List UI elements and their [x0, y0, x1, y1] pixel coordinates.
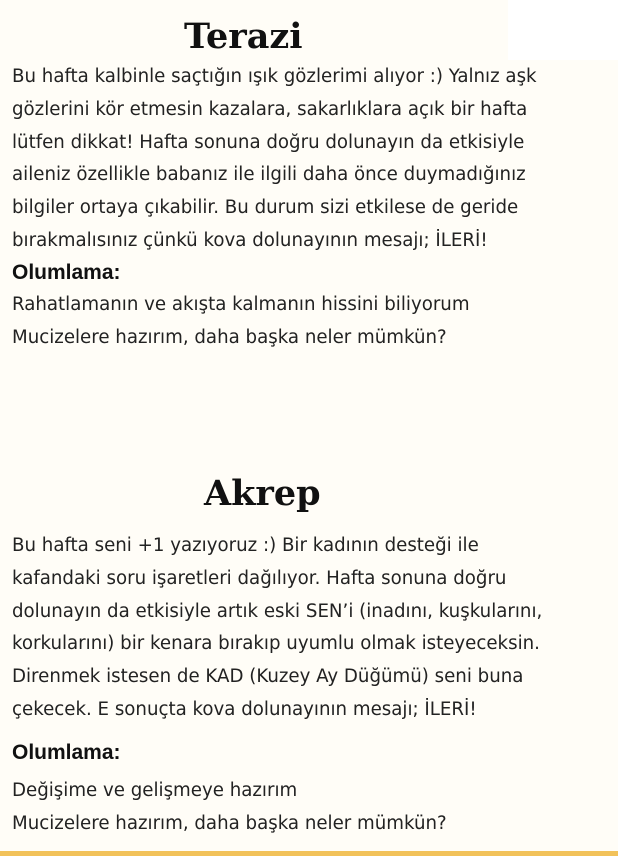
paragraph-line: lütfen dikkat! Hafta sonuna doğru dolunayın da etkisiyle — [12, 131, 525, 153]
paragraph-line: çekecek. E sonuçta kova dolunayının mesajı; İLERİ! — [12, 698, 477, 720]
terazi-affirmations — [12, 289, 608, 355]
paragraph-line: aileniz özellikle babanız ile ilgili daha önce duymadığınız — [12, 164, 526, 186]
paragraph-line: gözlerini kör etmesin kazalara, sakarlıklara açık bir hafta — [12, 98, 528, 120]
paragraph-line: kafandaki soru işaretleri dağılıyor. Hafta sonuna doğru — [12, 567, 507, 589]
terazi-olumlama-heading-wrap — [12, 260, 608, 286]
akrep-paragraph — [12, 530, 608, 727]
bottom-accent-bar — [0, 851, 618, 856]
akrep-affirmations — [12, 775, 608, 841]
affirmation-line: Mucizelere hazırım, daha başka neler mümkün? — [12, 326, 447, 348]
affirmation-line: Mucizelere hazırım, daha başka neler mümkün? — [12, 812, 447, 834]
sign-title-terazi: Terazi — [184, 16, 303, 57]
affirmation-line: Değişime ve gelişmeye hazırım — [12, 780, 298, 801]
paragraph-line: Bu hafta seni +1 yazıyoruz :) Bir kadının desteği ile — [12, 535, 479, 556]
paragraph-line: dolunayın da etkisiyle artık eski SEN’i (inadını, kuşkularını, — [12, 600, 543, 622]
terazi-paragraph — [12, 61, 608, 258]
affirmation-line: Rahatlamanın ve akışta kalmanın hissini biliyorum — [12, 294, 470, 315]
paragraph-line: Bu hafta kalbinle saçtığın ışık gözlerimi alıyor :) Yalnız aşk — [12, 66, 537, 87]
paragraph-line: Direnmek istesen de KAD (Kuzey Ay Düğümü) seni buna — [12, 666, 524, 688]
olumlama-heading: Olumlama: — [12, 261, 121, 284]
sign-title-akrep: Akrep — [204, 473, 321, 514]
corner-overlay — [508, 0, 618, 60]
akrep-olumlama-heading-wrap — [12, 740, 608, 766]
paragraph-line: bilgiler ortaya çıkabilir. Bu durum sizi etkilese de geride — [12, 197, 519, 219]
paragraph-line: korkularını) bir kenara bırakıp uyumlu olmak isteyeceksin. — [12, 633, 540, 655]
paragraph-line: bırakmalısınız çünkü kova dolunayının mesajı; İLERİ! — [12, 229, 488, 251]
olumlama-heading: Olumlama: — [12, 741, 121, 764]
